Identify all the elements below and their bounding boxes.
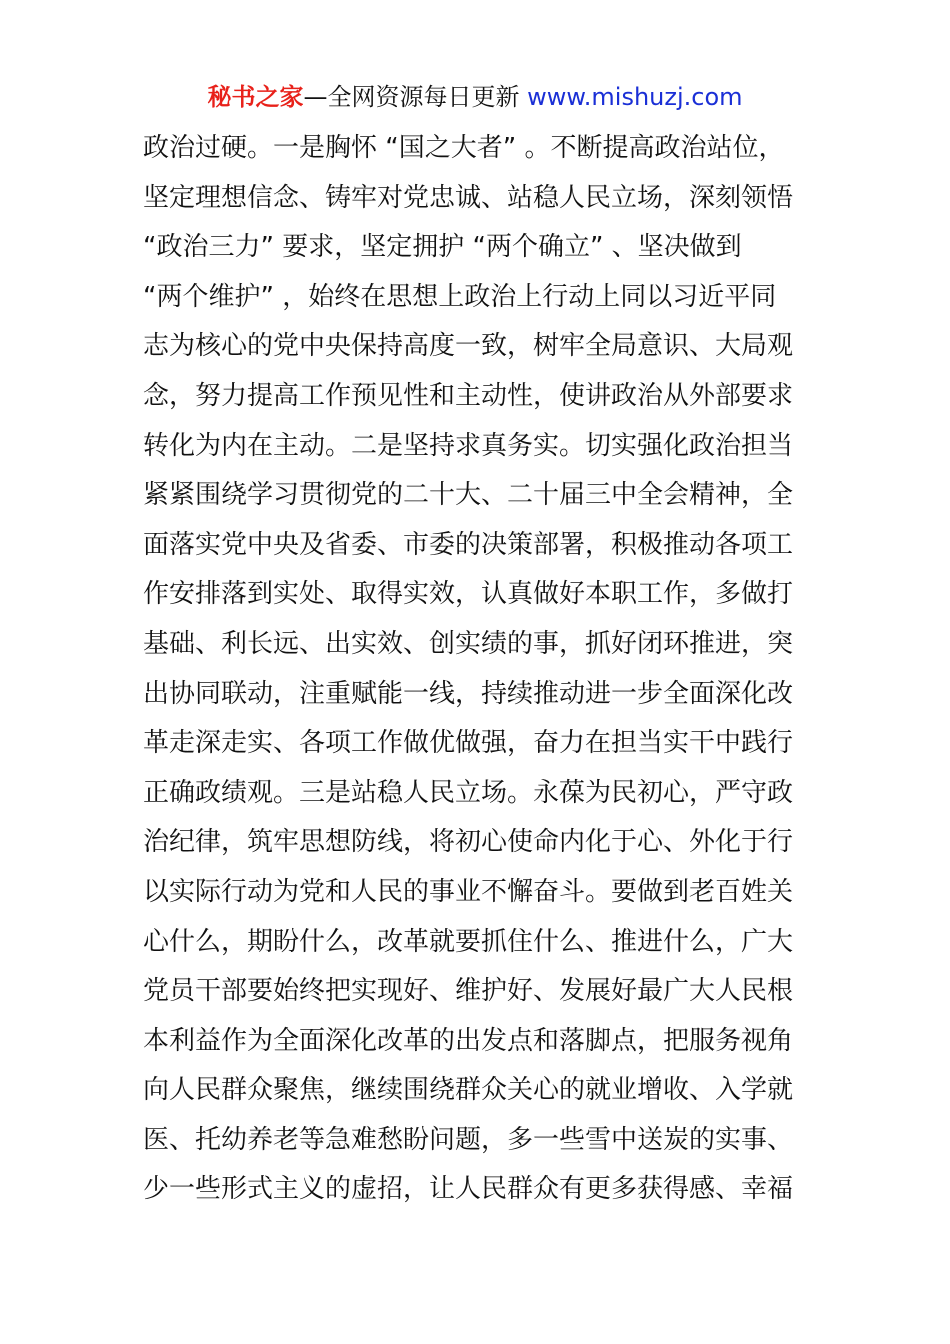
text-line: “政治三力” 要求，坚定拥护 “两个确立” 、坚决做到 [143, 232, 742, 263]
text-line: 向人民群众聚焦，继续围绕群众关心的就业增收、入学就 [143, 1075, 794, 1106]
text-line: 本利益作为全面深化改革的出发点和落脚点，把服务视角 [143, 1025, 794, 1056]
text-line: 紧紧围绕学习贯彻党的二十大、二十届三中全会精神，全 [143, 480, 794, 511]
site-url-link[interactable]: www.mishuzj.com [527, 83, 743, 111]
text-line: 正确政绩观。三是站稳人民立场。永葆为民初心，严守政 [143, 777, 794, 808]
text-line: 作安排落到实处、取得实效，认真做好本职工作，多做打 [143, 579, 794, 610]
site-brand: 秘书之家 [207, 83, 304, 111]
text-line: 党员干部要始终把实现好、维护好、发展好最广大人民根 [143, 976, 794, 1007]
text-line: 以实际行动为党和人民的事业不懈奋斗。要做到老百姓关 [143, 876, 794, 907]
text-line: 念，努力提高工作预见性和主动性，使讲政治从外部要求 [143, 380, 794, 411]
text-line: 志为核心的党中央保持高度一致，树牢全局意识、大局观 [143, 331, 794, 362]
document-body [143, 124, 823, 1215]
text-line: 少一些形式主义的虚招，让人民群众有更多获得感、幸福 [143, 1174, 794, 1205]
text-line: 医、托幼养老等急难愁盼问题，多一些雪中送炭的实事、 [143, 1124, 794, 1155]
text-line: 心什么，期盼什么，改革就要抓住什么、推进什么，广大 [143, 926, 794, 957]
text-line: 转化为内在主动。二是坚持求真务实。切实强化政治担当 [143, 430, 794, 461]
text-line: 基础、利长远、出实效、创实绩的事，抓好闭环推进，突 [143, 628, 794, 659]
text-line: 出协同联动，注重赋能一线，持续推动进一步全面深化改 [143, 678, 794, 709]
text-line: “两个维护” ，始终在思想上政治上行动上同以习近平同 [143, 281, 777, 312]
text-line: 治纪律，筑牢思想防线，将初心使命内化于心、外化于行 [143, 827, 794, 858]
text-line: 坚定理想信念、铸牢对党忠诚、站稳人民立场，深刻领悟 [143, 182, 794, 213]
text-line: 政治过硬。一是胸怀 “国之大者” 。不断提高政治站位， [143, 133, 785, 163]
text-line: 面落实党中央及省委、市委的决策部署，积极推动各项工 [143, 529, 794, 560]
text-line: 革走深走实、各项工作做优做强，奋力在担当实干中践行 [143, 728, 794, 759]
site-tagline: —全网资源每日更新 [303, 83, 528, 111]
site-header [0, 80, 950, 114]
